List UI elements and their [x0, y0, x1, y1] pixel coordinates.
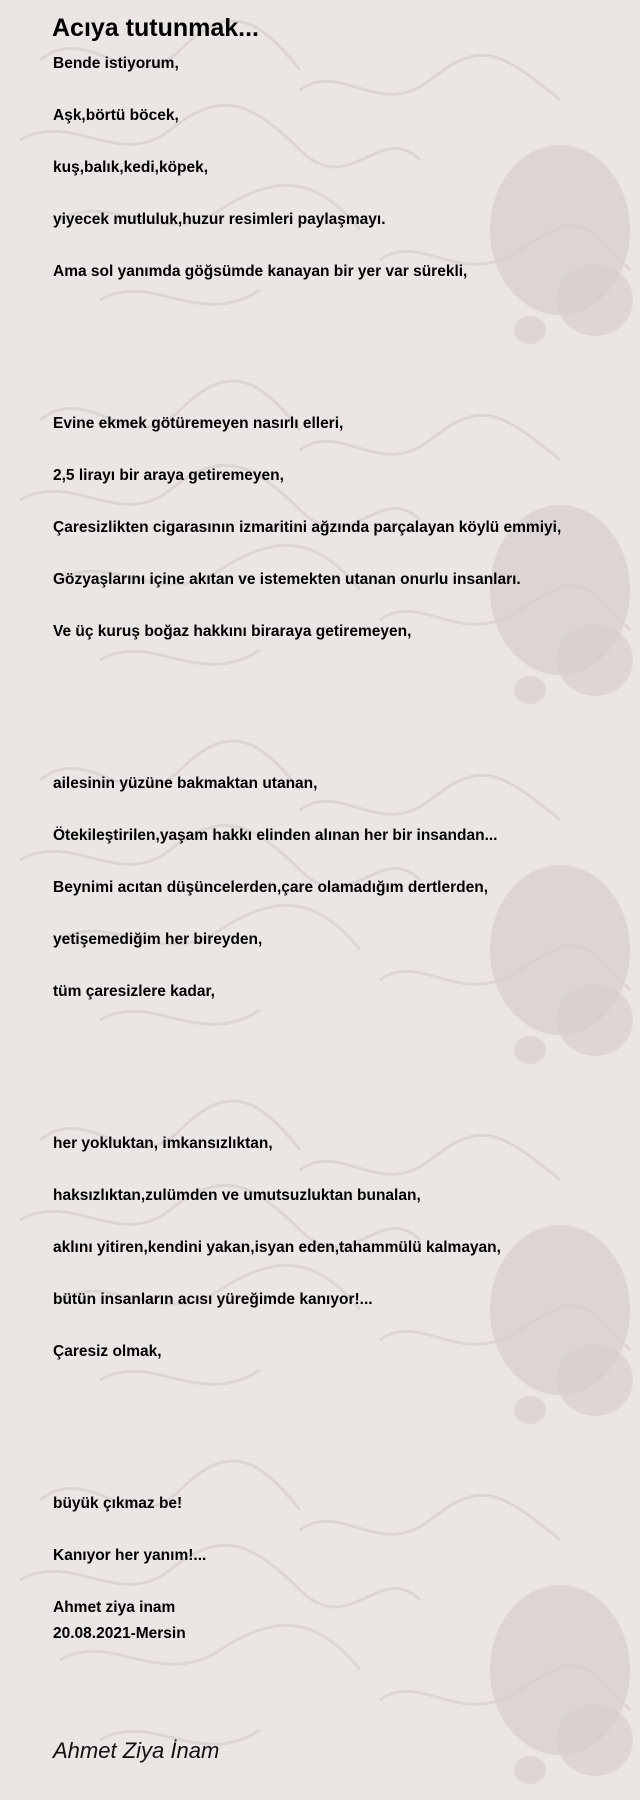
poem-line: yiyecek mutluluk,huzur resimleri paylaşmayı.	[53, 211, 386, 228]
poem-line: Ötekileştirilen,yaşam hakkı elinden alınan her bir insandan...	[53, 827, 498, 844]
poem-line: bütün insanların acısı yüreğimde kanıyor!...	[53, 1291, 373, 1308]
poem-line: Ve üç kuruş boğaz hakkını biraraya getiremeyen,	[53, 623, 412, 640]
poem-line: tüm çaresizlere kadar,	[53, 983, 215, 1000]
poem-line: yetişemediğim her bireyden,	[53, 931, 263, 948]
poem-line: kuş,balık,kedi,köpek,	[53, 159, 209, 176]
poem-line: Evine ekmek götüremeyen nasırlı elleri,	[53, 415, 344, 432]
poem-line: 2,5 lirayı bir araya getiremeyen,	[53, 467, 284, 484]
poem-line: ailesinin yüzüne bakmaktan utanan,	[53, 775, 318, 792]
poem-author-line: Ahmet ziya inam	[53, 1599, 176, 1616]
poem-line: haksızlıktan,zulümden ve umutsuzluktan bunalan,	[53, 1187, 421, 1204]
poem-line: Bende istiyorum,	[53, 55, 179, 72]
poem-line: aklını yitiren,kendini yakan,isyan eden,tahammülü kalmayan,	[53, 1239, 501, 1256]
poem-line: Gözyaşlarını içine akıtan ve istemekten utanan onurlu insanları.	[53, 571, 521, 588]
poem-line: Kanıyor her yanım!...	[53, 1547, 207, 1564]
poem-line: her yokluktan, imkansızlıktan,	[53, 1135, 273, 1152]
poem-line: Çaresiz olmak,	[53, 1343, 162, 1360]
poem-title: Acıya tutunmak...	[52, 14, 259, 42]
author-signature: Ahmet Ziya İnam	[53, 1738, 220, 1763]
poem-line: Beynimi acıtan düşüncelerden,çare olamadığım dertlerden,	[53, 879, 488, 896]
poem-date-location: 20.08.2021-Mersin	[53, 1625, 186, 1642]
poem-line: Ama sol yanımda göğsümde kanayan bir yer var sürekli,	[53, 263, 468, 280]
poem-line: Çaresizlikten cigarasının izmaritini ağzında parçalayan köylü emmiyi,	[53, 519, 562, 536]
poem-line: Aşk,börtü böcek,	[53, 107, 179, 124]
poem-line: büyük çıkmaz be!	[53, 1495, 183, 1512]
